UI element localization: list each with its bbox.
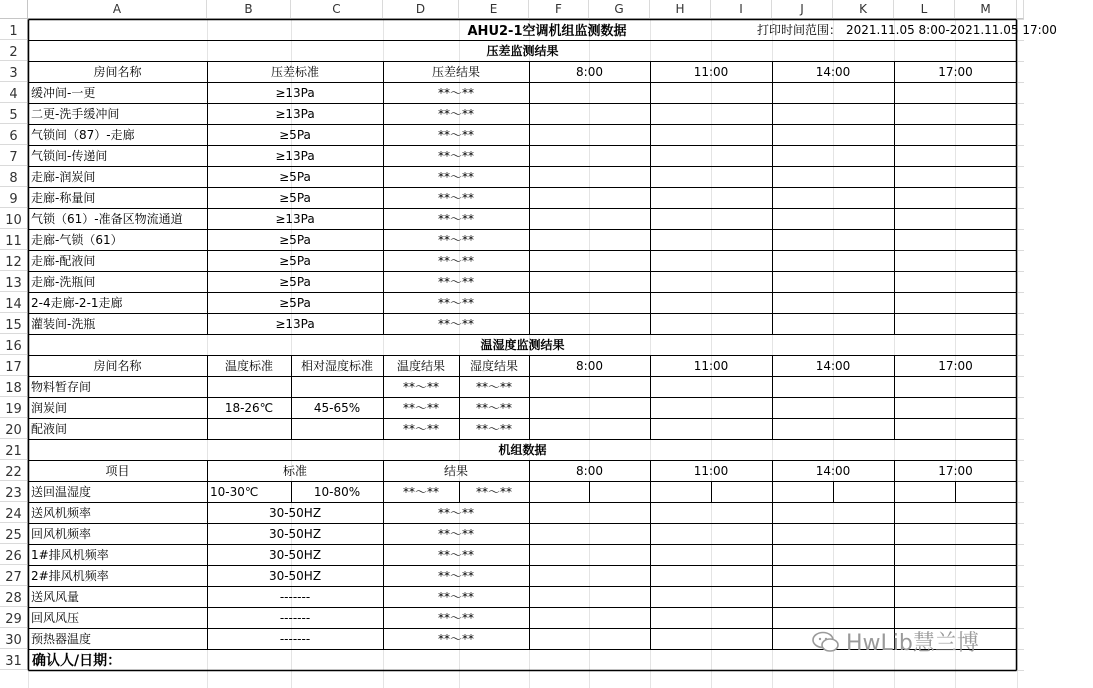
unit-time-entry-cell[interactable] [650, 607, 772, 628]
column-header-h[interactable]: H [650, 0, 711, 19]
unit-time-8-header-cell[interactable]: 8:00 [576, 463, 603, 478]
unit-time-entry-cell[interactable] [772, 481, 833, 502]
pressure-time-entry-cell[interactable] [650, 187, 772, 208]
wechat-icon [812, 631, 840, 653]
unit-result-cell[interactable]: **～** [437, 506, 474, 520]
pressure-result-cell[interactable]: **～** [437, 149, 474, 163]
pressure-room-cell[interactable]: 走廊-配液间 [31, 254, 96, 268]
section-temp-cell[interactable]: 温湿度监测结果 [480, 338, 565, 352]
row-header-17[interactable]: 17 [0, 355, 28, 376]
unit-result-cell[interactable]: **～** [437, 590, 474, 604]
pressure-result-cell[interactable]: **～** [437, 275, 474, 289]
unit-time-entry-cell[interactable] [650, 502, 772, 523]
pressure-time-entry-cell[interactable] [529, 313, 650, 334]
unit-time-entry-cell[interactable] [650, 565, 772, 586]
unit-standard-temp-cell[interactable]: 10-30℃ [210, 484, 259, 499]
column-header-j[interactable]: J [772, 0, 833, 19]
section-unit-cell[interactable]: 机组数据 [498, 443, 547, 457]
pressure-time-entry-cell[interactable] [529, 82, 650, 103]
pressure-standard-cell[interactable]: ≥5Pa [279, 127, 311, 142]
unit-standard-cell[interactable]: ------- [279, 610, 311, 625]
unit-result-rh-cell[interactable]: **～** [475, 485, 512, 499]
pressure-room-header-cell[interactable]: 房间名称 [93, 65, 142, 79]
pressure-time-11-header-cell[interactable]: 11:00 [693, 64, 729, 79]
pressure-room-cell[interactable]: 2-4走廊-2-1走廊 [31, 296, 123, 310]
unit-time-entry-cell[interactable] [772, 565, 894, 586]
row-header-18[interactable]: 18 [0, 376, 28, 397]
unit-standard-cell[interactable]: 30-50HZ [268, 526, 322, 541]
row-header-12[interactable]: 12 [0, 250, 28, 271]
temp-result-cell[interactable]: **～** [402, 422, 439, 436]
pressure-standard-cell[interactable]: ≥13Pa [275, 316, 315, 331]
row-header-5[interactable]: 5 [0, 103, 28, 124]
pressure-time-entry-cell[interactable] [894, 229, 1017, 250]
unit-time-entry-cell[interactable] [529, 586, 650, 607]
unit-result-cell[interactable]: **～** [437, 569, 474, 583]
pressure-time-entry-cell[interactable] [650, 313, 772, 334]
pressure-time-entry-cell[interactable] [650, 208, 772, 229]
row-header-9[interactable]: 9 [0, 187, 28, 208]
unit-time-entry-cell[interactable] [955, 481, 1017, 502]
pressure-result-cell[interactable]: **～** [437, 233, 474, 247]
pressure-time-entry-cell[interactable] [894, 271, 1017, 292]
pressure-result-header-cell[interactable]: 压差结果 [431, 65, 480, 79]
unit-time-entry-cell[interactable] [650, 628, 772, 649]
section-pressure-cell[interactable]: 压差监测结果 [486, 44, 559, 58]
row-header-10[interactable]: 10 [0, 208, 28, 229]
temp-room-header-cell[interactable]: 房间名称 [93, 359, 142, 373]
pressure-time-entry-cell[interactable] [772, 229, 894, 250]
pressure-time-entry-cell[interactable] [650, 229, 772, 250]
row-header-3[interactable]: 3 [0, 61, 28, 82]
temp-result-header-cell[interactable]: 温度结果 [396, 359, 445, 373]
pressure-result-cell[interactable]: **～** [437, 107, 474, 121]
unit-item-cell[interactable]: 回风风压 [31, 611, 80, 625]
row-header-7[interactable]: 7 [0, 145, 28, 166]
temp-time-entry-cell[interactable] [650, 418, 772, 439]
watermark [812, 626, 979, 657]
row-header-25[interactable]: 25 [0, 523, 28, 544]
temp-time-11-header-cell[interactable]: 11:00 [693, 358, 729, 373]
pressure-time-entry-cell[interactable] [772, 271, 894, 292]
column-header-f[interactable]: F [529, 0, 589, 19]
unit-time-entry-cell[interactable] [772, 607, 894, 628]
pressure-standard-cell[interactable]: ≥13Pa [275, 148, 315, 163]
pressure-time-entry-cell[interactable] [894, 208, 1017, 229]
pressure-time-entry-cell[interactable] [529, 208, 650, 229]
unit-standard-cell[interactable]: 30-50HZ [268, 505, 322, 520]
row-header-15[interactable]: 15 [0, 313, 28, 334]
row-header-8[interactable]: 8 [0, 166, 28, 187]
unit-item-cell[interactable]: 回风机频率 [31, 527, 92, 541]
pressure-time-entry-cell[interactable] [529, 250, 650, 271]
pressure-standard-cell[interactable]: ≥5Pa [279, 169, 311, 184]
column-header-k[interactable]: K [833, 0, 894, 19]
pressure-result-cell[interactable]: **～** [437, 212, 474, 226]
row-header-19[interactable]: 19 [0, 397, 28, 418]
pressure-result-cell[interactable]: **～** [437, 128, 474, 142]
pressure-time-entry-cell[interactable] [529, 229, 650, 250]
unit-time-entry-cell[interactable] [529, 565, 650, 586]
pressure-standard-cell[interactable]: ≥13Pa [275, 85, 315, 100]
row-header-26[interactable]: 26 [0, 544, 28, 565]
unit-standard-header-cell[interactable]: 标准 [282, 464, 307, 478]
rh-result-header-cell[interactable]: 湿度结果 [469, 359, 518, 373]
row-header-16[interactable]: 16 [0, 334, 28, 355]
unit-time-entry-cell[interactable] [894, 502, 1017, 523]
temp-time-entry-cell[interactable] [529, 418, 650, 439]
temp-time-entry-cell[interactable] [894, 397, 1017, 418]
temp-result-cell[interactable]: **～** [402, 401, 439, 415]
unit-result-cell[interactable]: **～** [437, 611, 474, 625]
temp-time-8-header-cell[interactable]: 8:00 [576, 358, 603, 373]
pressure-room-cell[interactable]: 走廊-洗瓶间 [31, 275, 96, 289]
unit-time-entry-cell[interactable] [529, 523, 650, 544]
row-header-22[interactable]: 22 [0, 460, 28, 481]
pressure-time-entry-cell[interactable] [894, 103, 1017, 124]
temp-time-entry-cell[interactable] [650, 397, 772, 418]
pressure-standard-cell[interactable]: ≥5Pa [279, 274, 311, 289]
pressure-time-entry-cell[interactable] [772, 187, 894, 208]
pressure-time-entry-cell[interactable] [529, 103, 650, 124]
rh-standard-header-cell[interactable]: 相对湿度标准 [300, 359, 373, 373]
unit-result-header-cell[interactable]: 结果 [443, 464, 468, 478]
pressure-time-entry-cell[interactable] [529, 187, 650, 208]
temp-time-entry-cell[interactable] [650, 376, 772, 397]
row-header-2[interactable]: 2 [0, 40, 28, 61]
unit-time-entry-cell[interactable] [650, 586, 772, 607]
row-header-14[interactable]: 14 [0, 292, 28, 313]
unit-time-entry-cell[interactable] [894, 544, 1017, 565]
rh-result-cell[interactable]: **～** [475, 422, 512, 436]
watermark-text: HwLib慧兰博 [846, 631, 979, 656]
pressure-time-entry-cell[interactable] [772, 292, 894, 313]
temp-time-entry-cell[interactable] [529, 376, 650, 397]
temp-standard-header-cell[interactable]: 温度标准 [224, 359, 273, 373]
unit-time-entry-cell[interactable] [772, 544, 894, 565]
unit-time-11-header-cell[interactable]: 11:00 [693, 463, 729, 478]
row-header-24[interactable]: 24 [0, 502, 28, 523]
unit-time-entry-cell[interactable] [772, 523, 894, 544]
pressure-time-entry-cell[interactable] [650, 271, 772, 292]
pressure-time-entry-cell[interactable] [772, 103, 894, 124]
pressure-time-entry-cell[interactable] [650, 292, 772, 313]
pressure-room-cell[interactable]: 气锁间（87）-走廊 [31, 128, 135, 142]
unit-item-cell[interactable]: 2#排风机频率 [31, 569, 109, 583]
column-header-e[interactable]: E [459, 0, 529, 19]
pressure-time-entry-cell[interactable] [650, 103, 772, 124]
pressure-standard-cell[interactable]: ≥5Pa [279, 190, 311, 205]
pressure-room-cell[interactable]: 走廊-润炭间 [31, 170, 96, 184]
rh-standard-value-cell[interactable]: 45-65% [313, 400, 361, 415]
unit-time-entry-cell[interactable] [894, 481, 955, 502]
pressure-time-entry-cell[interactable] [772, 124, 894, 145]
pressure-standard-cell[interactable]: ≥5Pa [279, 253, 311, 268]
column-header-c[interactable]: C [291, 0, 383, 19]
temp-room-cell[interactable]: 物料暂存间 [31, 380, 92, 394]
row-header-4[interactable]: 4 [0, 82, 28, 103]
row-header-20[interactable]: 20 [0, 418, 28, 439]
unit-time-entry-cell[interactable] [650, 481, 711, 502]
pressure-time-entry-cell[interactable] [894, 145, 1017, 166]
pressure-time-entry-cell[interactable] [894, 292, 1017, 313]
unit-standard-cell[interactable]: 30-50HZ [268, 568, 322, 583]
unit-time-entry-cell[interactable] [772, 586, 894, 607]
pressure-time-entry-cell[interactable] [772, 313, 894, 334]
pressure-time-entry-cell[interactable] [529, 271, 650, 292]
unit-result-cell[interactable]: **～** [437, 527, 474, 541]
pressure-time-entry-cell[interactable] [650, 82, 772, 103]
unit-standard-cell[interactable]: ------- [279, 631, 311, 646]
pressure-time-entry-cell[interactable] [650, 250, 772, 271]
pressure-time-entry-cell[interactable] [650, 166, 772, 187]
unit-time-entry-cell[interactable] [772, 502, 894, 523]
column-header-g[interactable]: G [589, 0, 650, 19]
confirm-signature-cell[interactable]: 确认人/日期： [32, 652, 122, 669]
unit-time-entry-cell[interactable] [589, 481, 650, 502]
pressure-result-cell[interactable]: **～** [437, 296, 474, 310]
temp-standard-value-cell[interactable]: 18-26℃ [224, 400, 274, 415]
pressure-time-entry-cell[interactable] [894, 187, 1017, 208]
temp-time-entry-cell[interactable] [529, 397, 650, 418]
row-header-21[interactable]: 21 [0, 439, 28, 460]
pressure-room-cell[interactable]: 气锁间-传递间 [31, 149, 108, 163]
unit-time-entry-cell[interactable] [529, 544, 650, 565]
pressure-standard-cell[interactable]: ≥5Pa [279, 295, 311, 310]
pressure-room-cell[interactable]: 走廊-气锁（61） [31, 233, 123, 247]
pressure-room-cell[interactable]: 灌装间-洗瓶 [31, 317, 96, 331]
pressure-time-entry-cell[interactable] [529, 145, 650, 166]
unit-time-entry-cell[interactable] [529, 481, 589, 502]
unit-result-temp-cell[interactable]: **～** [402, 485, 439, 499]
column-header-m[interactable]: M [955, 0, 1017, 19]
rh-result-cell[interactable]: **～** [475, 401, 512, 415]
pressure-room-cell[interactable]: 缓冲间-一更 [31, 86, 96, 100]
column-header-d[interactable]: D [383, 0, 459, 19]
temp-time-17-header-cell[interactable]: 17:00 [938, 358, 973, 373]
temp-time-entry-cell[interactable] [772, 418, 894, 439]
temp-room-cell[interactable]: 配液间 [31, 422, 68, 436]
row-header-1[interactable]: 1 [0, 19, 28, 40]
unit-result-cell[interactable]: **～** [437, 632, 474, 646]
pressure-room-cell[interactable]: 走廊-称量间 [31, 191, 96, 205]
temp-time-14-header-cell[interactable]: 14:00 [815, 358, 851, 373]
unit-time-entry-cell[interactable] [650, 523, 772, 544]
pressure-time-entry-cell[interactable] [650, 124, 772, 145]
unit-time-entry-cell[interactable] [833, 481, 894, 502]
row-header-31[interactable]: 31 [0, 649, 28, 670]
pressure-time-entry-cell[interactable] [894, 166, 1017, 187]
row-header-28[interactable]: 28 [0, 586, 28, 607]
temp-time-entry-cell[interactable] [894, 376, 1017, 397]
unit-time-14-header-cell[interactable]: 14:00 [815, 463, 851, 478]
unit-item-cell[interactable]: 送回温湿度 [31, 485, 92, 499]
unit-result-cell[interactable]: **～** [437, 548, 474, 562]
pressure-time-entry-cell[interactable] [650, 145, 772, 166]
row-header-13[interactable]: 13 [0, 271, 28, 292]
temp-time-entry-cell[interactable] [772, 376, 894, 397]
row-header-6[interactable]: 6 [0, 124, 28, 145]
pressure-time-entry-cell[interactable] [772, 166, 894, 187]
column-header-a[interactable]: A [28, 0, 207, 19]
pressure-result-cell[interactable]: **～** [437, 254, 474, 268]
unit-time-entry-cell[interactable] [894, 586, 1017, 607]
pressure-time-entry-cell[interactable] [894, 250, 1017, 271]
temp-time-entry-cell[interactable] [772, 397, 894, 418]
unit-item-cell[interactable]: 送风风量 [31, 590, 80, 604]
unit-time-entry-cell[interactable] [529, 502, 650, 523]
column-header-b[interactable]: B [207, 0, 291, 19]
temp-time-entry-cell[interactable] [894, 418, 1017, 439]
unit-time-entry-cell[interactable] [711, 481, 772, 502]
pressure-standard-cell[interactable]: ≥13Pa [275, 106, 315, 121]
temp-result-cell[interactable]: **～** [402, 380, 439, 394]
column-header-i[interactable]: I [711, 0, 772, 19]
unit-item-cell[interactable]: 1#排风机频率 [31, 548, 109, 562]
pressure-time-8-header-cell[interactable]: 8:00 [576, 64, 603, 79]
row-header-30[interactable]: 30 [0, 628, 28, 649]
pressure-standard-cell[interactable]: ≥13Pa [275, 211, 315, 226]
pressure-time-entry-cell[interactable] [529, 166, 650, 187]
pressure-result-cell[interactable]: **～** [437, 317, 474, 331]
sheet-title-cell[interactable]: AHU2-1空调机组监测数据 [467, 24, 627, 39]
print-range-label-cell[interactable]: 打印时间范围： [756, 23, 841, 37]
pressure-time-entry-cell[interactable] [772, 145, 894, 166]
pressure-time-entry-cell[interactable] [529, 292, 650, 313]
column-header-l[interactable]: L [894, 0, 955, 19]
unit-item-header-cell[interactable]: 项目 [105, 464, 130, 478]
pressure-standard-cell[interactable]: ≥5Pa [279, 232, 311, 247]
pressure-time-17-header-cell[interactable]: 17:00 [938, 64, 973, 79]
pressure-time-entry-cell[interactable] [772, 250, 894, 271]
temp-room-cell[interactable]: 润炭间 [31, 401, 68, 415]
pressure-result-cell[interactable]: **～** [437, 170, 474, 184]
row-header-11[interactable]: 11 [0, 229, 28, 250]
pressure-result-cell[interactable]: **～** [437, 191, 474, 205]
unit-time-entry-cell[interactable] [894, 607, 1017, 628]
pressure-time-14-header-cell[interactable]: 14:00 [815, 64, 851, 79]
row-header-23[interactable]: 23 [0, 481, 28, 502]
unit-time-17-header-cell[interactable]: 17:00 [938, 463, 973, 478]
pressure-standard-header-cell[interactable]: 压差标准 [270, 65, 319, 79]
unit-time-entry-cell[interactable] [894, 523, 1017, 544]
print-range-value-cell[interactable]: 2021.11.05 8:00-2021.11.05 17:00 [846, 22, 1057, 37]
pressure-room-cell[interactable]: 二更-洗手缓冲间 [31, 107, 120, 121]
pressure-time-entry-cell[interactable] [894, 124, 1017, 145]
row-header-27[interactable]: 27 [0, 565, 28, 586]
unit-time-entry-cell[interactable] [894, 565, 1017, 586]
pressure-room-cell[interactable]: 气锁（61）-准备区物流通道 [31, 212, 183, 226]
unit-time-entry-cell[interactable] [529, 607, 650, 628]
unit-item-cell[interactable]: 预热器温度 [31, 632, 92, 646]
pressure-time-entry-cell[interactable] [894, 82, 1017, 103]
pressure-time-entry-cell[interactable] [772, 82, 894, 103]
unit-standard-cell[interactable]: ------- [279, 589, 311, 604]
unit-time-entry-cell[interactable] [529, 628, 650, 649]
unit-item-cell[interactable]: 送风机频率 [31, 506, 92, 520]
pressure-time-entry-cell[interactable] [772, 208, 894, 229]
row-header-29[interactable]: 29 [0, 607, 28, 628]
rh-result-cell[interactable]: **～** [475, 380, 512, 394]
pressure-result-cell[interactable]: **～** [437, 86, 474, 100]
unit-time-entry-cell[interactable] [650, 544, 772, 565]
unit-standard-cell[interactable]: 30-50HZ [268, 547, 322, 562]
unit-standard-rh-cell[interactable]: 10-80% [313, 484, 361, 499]
pressure-time-entry-cell[interactable] [894, 313, 1017, 334]
pressure-time-entry-cell[interactable] [529, 124, 650, 145]
